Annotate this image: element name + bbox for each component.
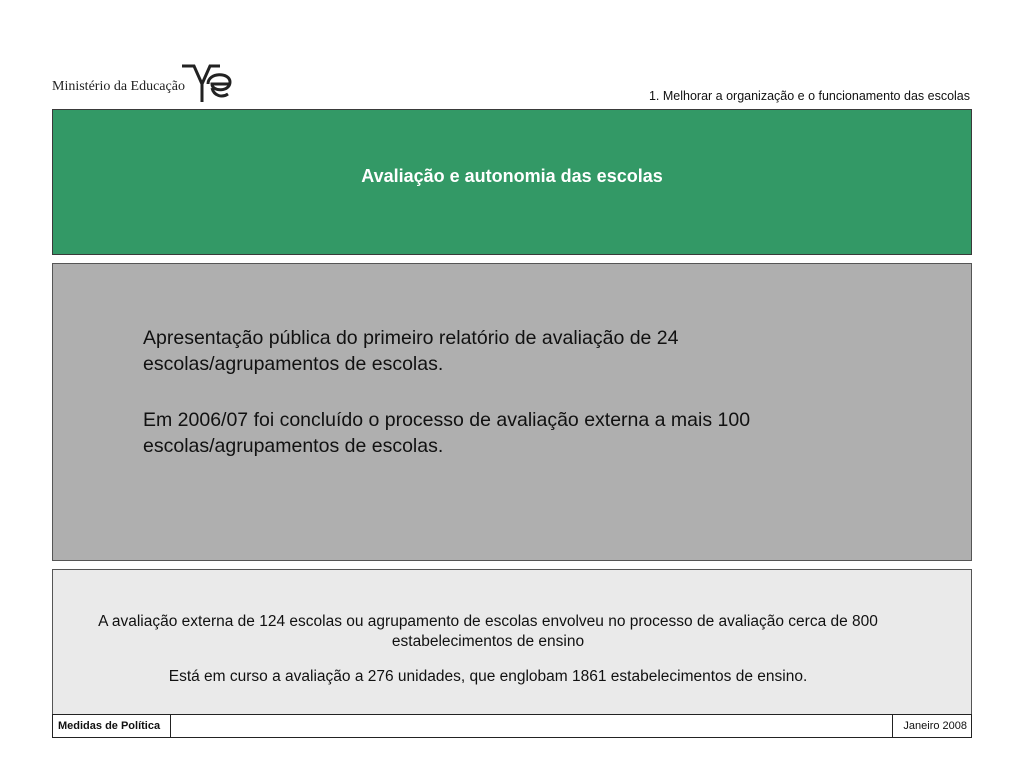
footer-label: Medidas de Política bbox=[53, 715, 171, 737]
main-paragraph-1: Apresentação pública do primeiro relatório de avaliação de 24 escolas/agrupamentos de escolas. bbox=[143, 327, 679, 375]
logo-text: Ministério da Educação bbox=[52, 79, 185, 94]
footer-bar bbox=[52, 714, 972, 738]
section-subtitle: 1. Melhorar a organização e o funcionamento das escolas bbox=[648, 89, 970, 103]
main-content-panel bbox=[52, 263, 972, 561]
footer-date: Janeiro 2008 bbox=[903, 720, 967, 732]
me-logo-mark-icon bbox=[178, 62, 234, 104]
footer-spacer bbox=[171, 715, 893, 737]
info-panel bbox=[52, 569, 972, 716]
page-title: Avaliação e autonomia das escolas bbox=[361, 165, 663, 186]
main-paragraph-2: Em 2006/07 foi concluído o processo de avaliação externa a mais 100 escolas/agrupamentos de escolas. bbox=[143, 409, 751, 457]
info-line-2: Está em curso a avaliação a 276 unidades, que englobam 1861 estabelecimentos de ensino. bbox=[168, 668, 808, 685]
title-banner bbox=[52, 109, 972, 255]
ministry-logo bbox=[52, 62, 242, 104]
info-line-1: A avaliação externa de 124 escolas ou agrupamento de escolas envolveu no processo de avaliação cerca de 800 estabelecimentos de ensino bbox=[98, 613, 878, 650]
